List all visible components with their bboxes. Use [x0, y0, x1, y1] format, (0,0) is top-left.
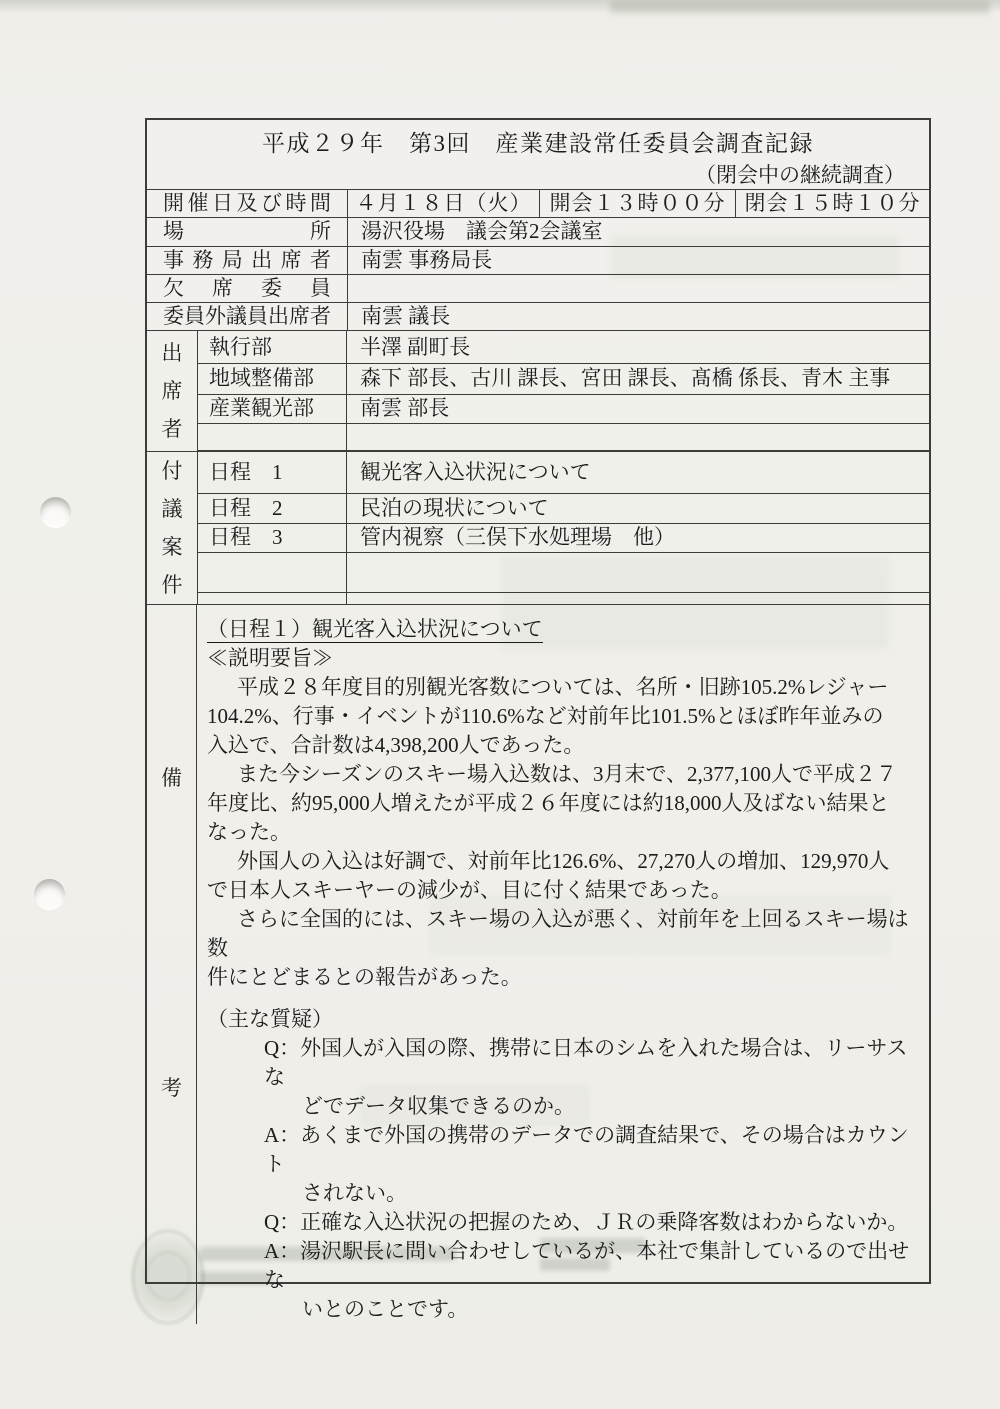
value-nonmember-attendees: 南雲 議長 [347, 303, 929, 330]
agenda-title: 管内視察（三俣下水処理場 他） [346, 524, 929, 553]
label-datetime: 開催日及び時間 [163, 191, 331, 216]
table-row [198, 493, 929, 523]
attendee-dept: 産業観光部 [209, 396, 314, 421]
value-absent-members [347, 275, 929, 302]
value-secretariat: 南雲 事務局長 [347, 247, 929, 274]
document-subtitle: （閉会中の継続調査） [695, 162, 905, 187]
table-row [198, 552, 929, 592]
value-date: ４月１８日（火） [347, 190, 539, 217]
summary-label: ≪説明要旨≫ [207, 646, 333, 671]
remarks-section-label [147, 605, 197, 1324]
agenda-no [198, 553, 346, 592]
summary-line: 外国人の入込は好調で、対前年比126.6%、27,270人の増加、129,970人 [237, 849, 890, 874]
row-nonmember-attendees [147, 302, 929, 330]
punch-hole [40, 497, 71, 528]
summary-line: 年度比、約95,000人増えたが平成２６年度には約18,000人及ばない結果と [207, 791, 890, 816]
value-open-time: 開会１３時００分 [539, 190, 735, 217]
label-nonmember-attendees: 委員外議員出席者 [163, 304, 331, 329]
agenda-no: 日程 3 [209, 525, 283, 550]
title-block [147, 120, 929, 189]
attendee-names: 半澤 副町長 [346, 331, 929, 363]
remarks-body [197, 605, 929, 1324]
qa-section-label: （主な質疑） [207, 1007, 333, 1032]
summary-line: で日本人スキーヤーの減少が、目に付く結果であった。 [207, 878, 732, 903]
remarks-label-char: 備 [161, 766, 182, 791]
agenda-section-label: 付議案件 [161, 459, 183, 598]
qa-line: いとのことです。 [302, 1297, 469, 1322]
summary-line: また今シーズンのスキー場入込数は、3月末で、2,377,100人で平成２７ [237, 762, 898, 787]
punch-hole [34, 879, 65, 910]
attendee-names: 森下 部長、古川 課長、宮田 課長、髙橋 係長、青木 主事 [346, 364, 929, 394]
summary-line: さらに全国的には、スキー場の入込が悪く、対前年を上回るスキー場は数 [207, 907, 909, 961]
qa-line: Q：正確な入込状況の把握のため、ＪＲの乗降客数はわからないか。 [264, 1210, 909, 1235]
bleed-through-ghost [610, 1, 990, 14]
remarks-heading: （日程１）観光客入込状況について [207, 617, 543, 642]
table-row [198, 452, 929, 493]
agenda-section [147, 451, 929, 604]
summary-line: 104.2%、行事・イベントが110.6%など対前年比101.5%とほぼ昨年並みの [207, 704, 884, 729]
attendee-names: 南雲 部長 [346, 395, 929, 424]
summary-line: 平成２８年度目的別観光客数については、名所・旧跡105.2%レジャー [237, 675, 889, 700]
agenda-title: 民泊の現状について [346, 494, 929, 523]
table-row [198, 592, 929, 604]
table-row [198, 331, 929, 363]
summary-line: 件にとどまるとの報告があった。 [207, 965, 522, 990]
value-place: 湯沢役場 議会第2会議室 [347, 218, 929, 245]
attendee-dept: 地域整備部 [209, 366, 314, 391]
agenda-no [198, 593, 346, 604]
attendees-section-label: 出席者 [161, 341, 183, 442]
qa-line: どでデータ収集できるのか。 [302, 1094, 575, 1119]
row-absent-members [147, 274, 929, 302]
attendee-names [346, 424, 929, 450]
agenda-title [346, 593, 929, 604]
qa-line: されない。 [302, 1181, 407, 1206]
table-row [198, 394, 929, 424]
label-absent-members: 欠席委員 [163, 275, 331, 300]
agenda-no: 日程 2 [209, 495, 283, 520]
remarks-label-char: 考 [161, 1076, 182, 1101]
value-close-time: 閉会１５時１０分 [735, 190, 929, 217]
label-place: 場所 [163, 219, 331, 244]
label-secretariat: 事務局出席者 [163, 247, 331, 272]
summary-line: なった。 [207, 820, 291, 845]
table-row [198, 423, 929, 450]
document-title: 平成２９年 第3回 産業建設常任委員会調査記録 [262, 131, 814, 156]
row-place [147, 217, 929, 245]
table-row [198, 523, 929, 553]
agenda-no: 日程 1 [209, 460, 283, 485]
attendees-section [147, 330, 929, 451]
attendee-dept [198, 424, 346, 450]
qa-line: Q：外国人が入国の際、携帯に日本のシムを入れた場合は、リーサスな [264, 1036, 908, 1090]
agenda-title [346, 553, 929, 592]
row-datetime [147, 189, 929, 217]
attendee-dept: 執行部 [209, 334, 272, 359]
remarks-section [147, 604, 929, 1324]
document-table [145, 118, 931, 1322]
row-secretariat [147, 246, 929, 274]
agenda-title: 観光客入込状況について [346, 452, 929, 493]
table-row [198, 363, 929, 394]
qa-line: A：湯沢駅長に問い合わせしているが、本社で集計しているので出せな [264, 1239, 910, 1293]
qa-line: A：あくまで外国の携帯のデータでの調査結果で、その場合はカウント [264, 1123, 909, 1177]
summary-line: 入込で、合計数は4,398,200人であった。 [207, 733, 585, 758]
